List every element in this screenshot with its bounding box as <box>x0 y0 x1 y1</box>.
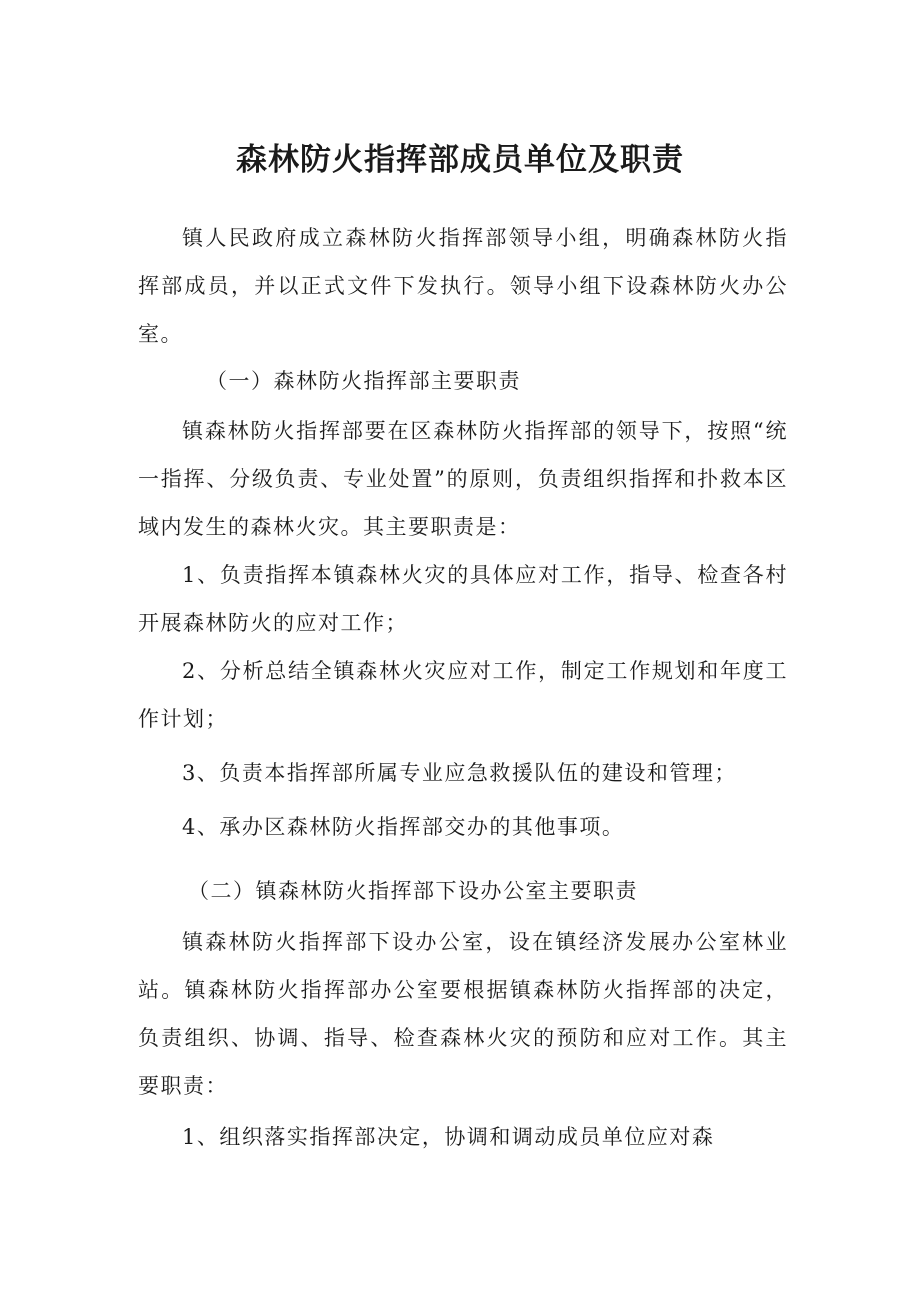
section-1-body: 镇森林防火指挥部要在区森林防火指挥部的领导下，按照“统一指挥、分级负责、专业处置”的原则，负责组织指挥和扑救本区域内发生的森林火灾。其主要职责是： <box>138 419 788 539</box>
section-2-body: 镇森林防火指挥部下设办公室，设在镇经济发展办公室林业站。镇森林防火指挥部办公室要根据镇森林防火指挥部的决定，负责组织、协调、指导、检查森林火灾的预防和应对工作。其主要职责： <box>138 930 788 1098</box>
section-1-item-4: 4、承办区森林防火指挥部交办的其他事项。 <box>182 815 625 839</box>
intro-paragraph: 镇人民政府成立森林防火指挥部领导小组，明确森林防火指挥部成员，并以正式文件下发执行。领导小组下设森林防火办公室。 <box>138 226 788 346</box>
section-2-item-1: 1、组织落实指挥部决定，协调和调动成员单位应对森 <box>182 1125 715 1149</box>
section-1-item-1: 1、负责指挥本镇森林火灾的具体应对工作，指导、检查各村开展森林防火的应对工作； <box>138 563 788 635</box>
section-1-item-3: 3、负责本指挥部所属专业应急救援队伍的建设和管理； <box>182 761 737 785</box>
section-1-item-2: 2、分析总结全镇森林火灾应对工作，制定工作规划和年度工作计划； <box>138 659 788 731</box>
section-1-heading: （一）森林防火指挥部主要职责 <box>206 369 521 393</box>
section-2-heading: （二）镇森林防火指挥部下设办公室主要职责 <box>188 879 638 903</box>
document-title: 森林防火指挥部成员单位及职责 <box>236 142 684 178</box>
